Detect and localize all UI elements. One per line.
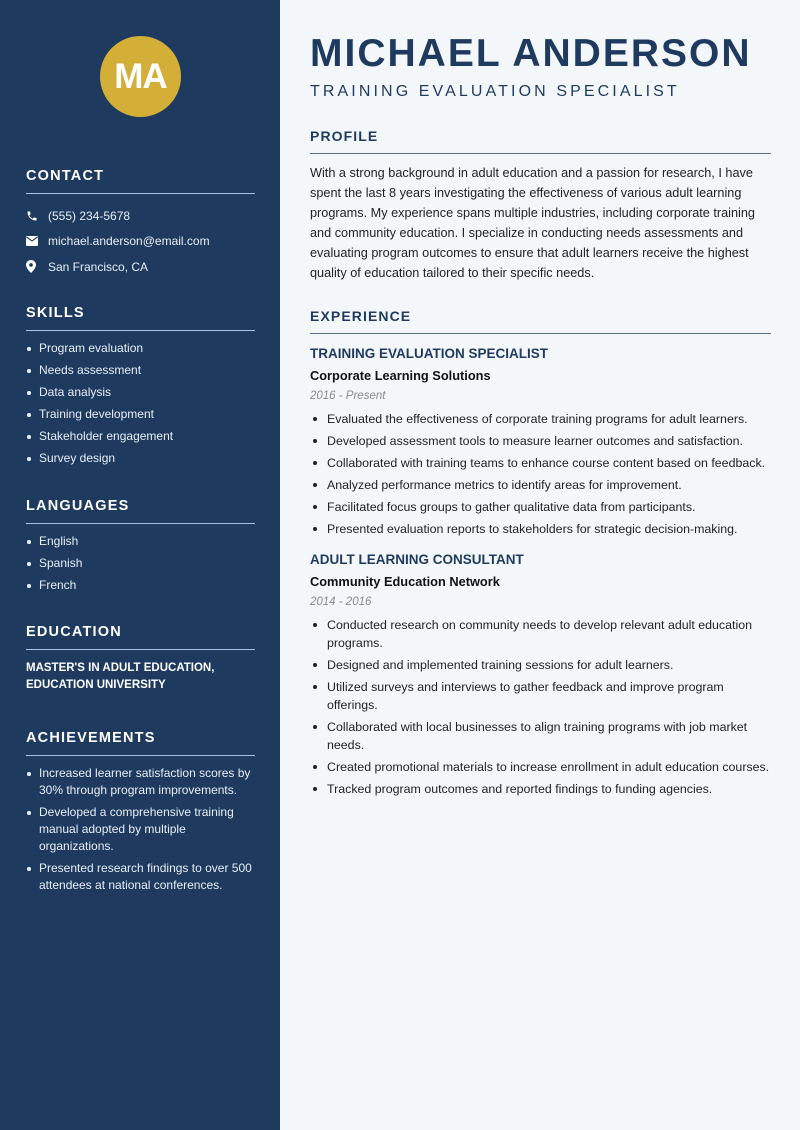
contact-location [26,254,255,280]
mail-icon [26,236,48,246]
education-section [26,624,255,694]
contact-heading: CONTACT [26,168,255,194]
phone-number[interactable]: (555) 234-5678 [48,208,131,223]
job-title: TRAINING EVALUATION SPECIALIST [310,346,549,361]
job-bullet: Evaluated the effectiveness of corporate training programs for adult learners. [310,410,771,428]
job-bullet: Collaborated with local businesses to align training programs with job market needs. [310,718,771,754]
education-heading: EDUCATION [26,624,255,650]
skill-item: Stakeholder engagement [26,428,255,445]
contact-email [26,229,255,255]
achievement-item: Increased learner satisfaction scores by 30% through program improvements. [26,765,255,799]
language-item: French [26,577,255,594]
skill-item: Survey design [26,450,255,467]
job-headline: TRAINING EVALUATION SPECIALIST [310,83,680,100]
location-text: San Francisco, CA [48,259,149,274]
achievement-item: Presented research findings to over 500 attendees at national conferences. [26,860,255,894]
job-bullet: Analyzed performance metrics to identify areas for improvement. [310,476,771,494]
contact-list [26,203,255,280]
achievements-heading: ACHIEVEMENTS [26,730,255,756]
job-bullet: Developed assessment tools to measure learner outcomes and satisfaction. [310,432,771,450]
job-entry [310,552,771,798]
achievement-item: Developed a comprehensive training manual adopted by multiple organizations. [26,804,255,855]
job-bullet: Conducted research on community needs to develop relevant adult education programs. [310,616,771,652]
education-degree: MASTER'S IN ADULT EDUCATION, EDUCATION UNIVERSITY [26,662,215,691]
job-bullet: Designed and implemented training sessions for adult learners. [310,656,771,674]
achievements-section [26,730,255,899]
job-entry [310,346,771,538]
sidebar [0,0,280,1130]
contact-section [26,168,255,280]
skills-section [26,305,255,472]
job-dates: 2016 - Present [310,390,386,402]
skill-item: Needs assessment [26,362,255,379]
job-bullet: Facilitated focus groups to gather qualitative data from participants. [310,498,771,516]
avatar [100,36,181,117]
achievements-list [26,765,255,894]
location-pin-icon [26,260,48,273]
skills-list [26,340,255,467]
job-bullet: Created promotional materials to increase enrollment in adult education courses. [310,758,771,776]
skill-item: Training development [26,406,255,423]
email-address[interactable]: michael.anderson@email.com [48,234,210,249]
profile-section [310,128,771,283]
experience-heading: EXPERIENCE [310,308,771,334]
job-bullet: Tracked program outcomes and reported findings to funding agencies. [310,780,771,798]
languages-heading: LANGUAGES [26,498,255,524]
job-bullet: Utilized surveys and interviews to gather feedback and improve program offerings. [310,678,771,714]
job-bullet: Presented evaluation reports to stakeholders for strategic decision-making. [310,520,771,538]
phone-icon [26,210,48,222]
skills-heading: SKILLS [26,305,255,331]
job-title: ADULT LEARNING CONSULTANT [310,552,524,567]
avatar-initials: MA [114,56,167,96]
profile-summary: With a strong background in adult education and a passion for research, I have spent the last 8 years investigating the effectiveness of various adult learning programs. My experience spans multiple industries, including corporate training and community education. I specialize in conducting needs assessments and evaluating program outcomes to ensure that adult learners receive the highest quality of education tailored to their specific needs. [310,166,755,280]
company-name: Community Education Network [310,574,500,589]
language-item: English [26,533,255,550]
languages-section [26,498,255,599]
job-bullet: Collaborated with training teams to enhance course content based on feedback. [310,454,771,472]
job-dates: 2014 - 2016 [310,596,372,608]
person-name: MICHAEL ANDERSON [310,32,752,75]
company-name: Corporate Learning Solutions [310,368,491,383]
job-bullets [310,616,771,798]
contact-phone [26,203,255,229]
skill-item: Program evaluation [26,340,255,357]
languages-list [26,533,255,594]
job-bullets [310,410,771,538]
profile-heading: PROFILE [310,128,771,154]
language-item: Spanish [26,555,255,572]
skill-item: Data analysis [26,384,255,401]
experience-section [310,308,771,802]
